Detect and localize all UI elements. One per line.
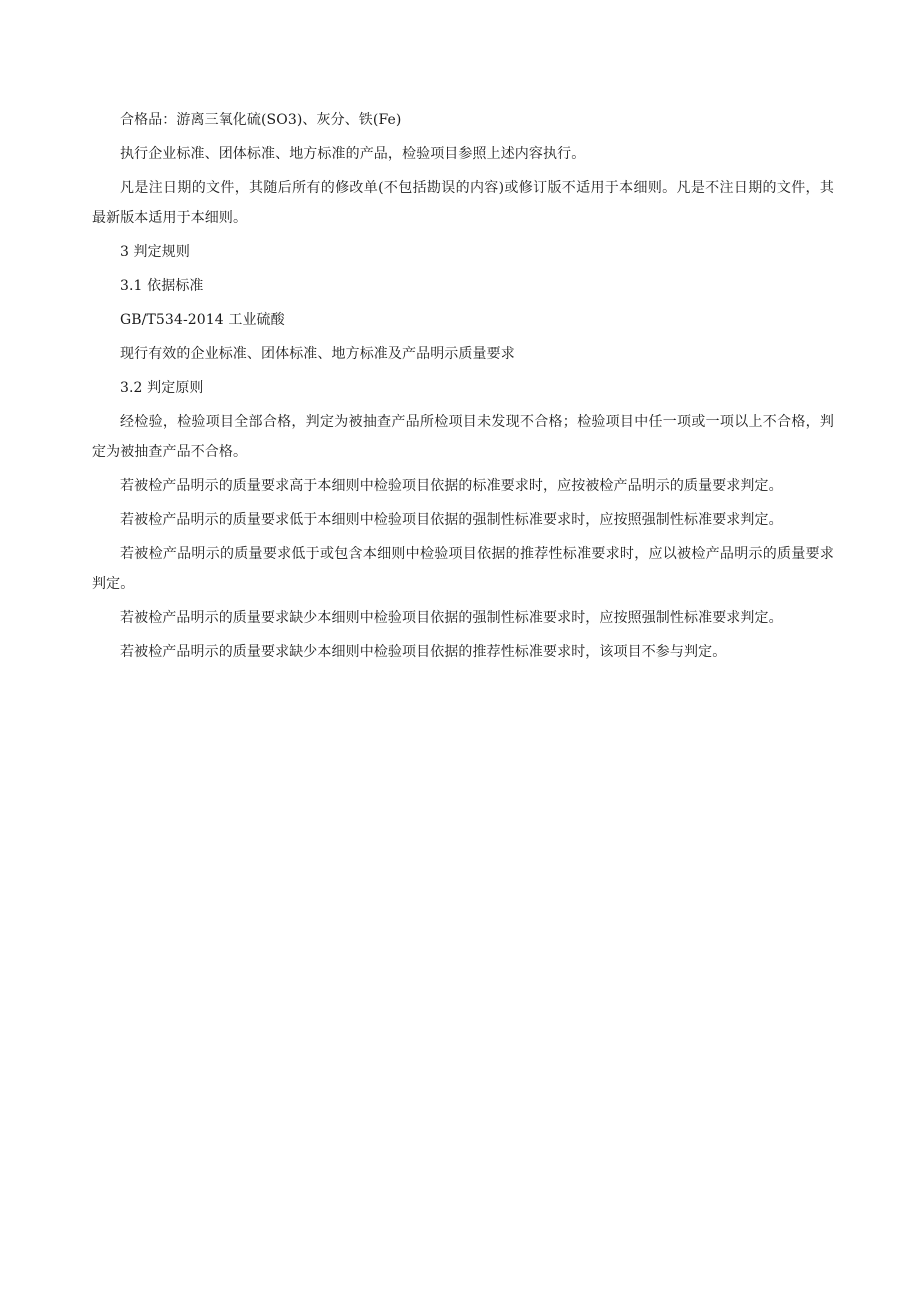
paragraph-dated-references: 凡是注日期的文件，其随后所有的修改单(不包括勘误的内容)或修订版不适用于本细则。凡是不注日期的文件，其最新版本适用于本细则。: [92, 180, 834, 226]
subsection-heading-basis-standards: 3.1 依据标准: [120, 278, 204, 294]
paragraph-standard-code: GB/T534-2014 工业硫酸: [120, 312, 285, 328]
paragraph-lower-recommended: 若被检产品明示的质量要求低于或包含本细则中检验项目依据的推荐性标准要求时，应以被检产品明示的质量要求判定。: [92, 546, 834, 592]
paragraph-higher-requirement: 若被检产品明示的质量要求高于本细则中检验项目依据的标准要求时，应按被检产品明示的质量要求判定。: [120, 478, 783, 494]
document-body: [92, 105, 834, 667]
paragraph-missing-mandatory: 若被检产品明示的质量要求缺少本细则中检验项目依据的强制性标准要求时，应按照强制性标准要求判定。: [120, 610, 783, 626]
section-heading-judgment-rules: 3 判定规则: [120, 244, 190, 260]
paragraph-effective-standards: 现行有效的企业标准、团体标准、地方标准及产品明示质量要求: [120, 346, 515, 362]
paragraph-grade-items: 合格品：游离三氧化硫(SO3)、灰分、铁(Fe): [120, 112, 402, 128]
paragraph-missing-recommended: 若被检产品明示的质量要求缺少本细则中检验项目依据的推荐性标准要求时，该项目不参与判定。: [120, 644, 727, 660]
paragraph-other-standards: 执行企业标准、团体标准、地方标准的产品，检验项目参照上述内容执行。: [120, 146, 586, 162]
subsection-heading-judgment-principles: 3.2 判定原则: [120, 380, 204, 396]
paragraph-inspection-result: 经检验，检验项目全部合格，判定为被抽查产品所检项目未发现不合格；检验项目中任一项或一项以上不合格，判定为被抽查产品不合格。: [92, 414, 834, 460]
paragraph-lower-mandatory: 若被检产品明示的质量要求低于本细则中检验项目依据的强制性标准要求时，应按照强制性标准要求判定。: [120, 512, 783, 528]
